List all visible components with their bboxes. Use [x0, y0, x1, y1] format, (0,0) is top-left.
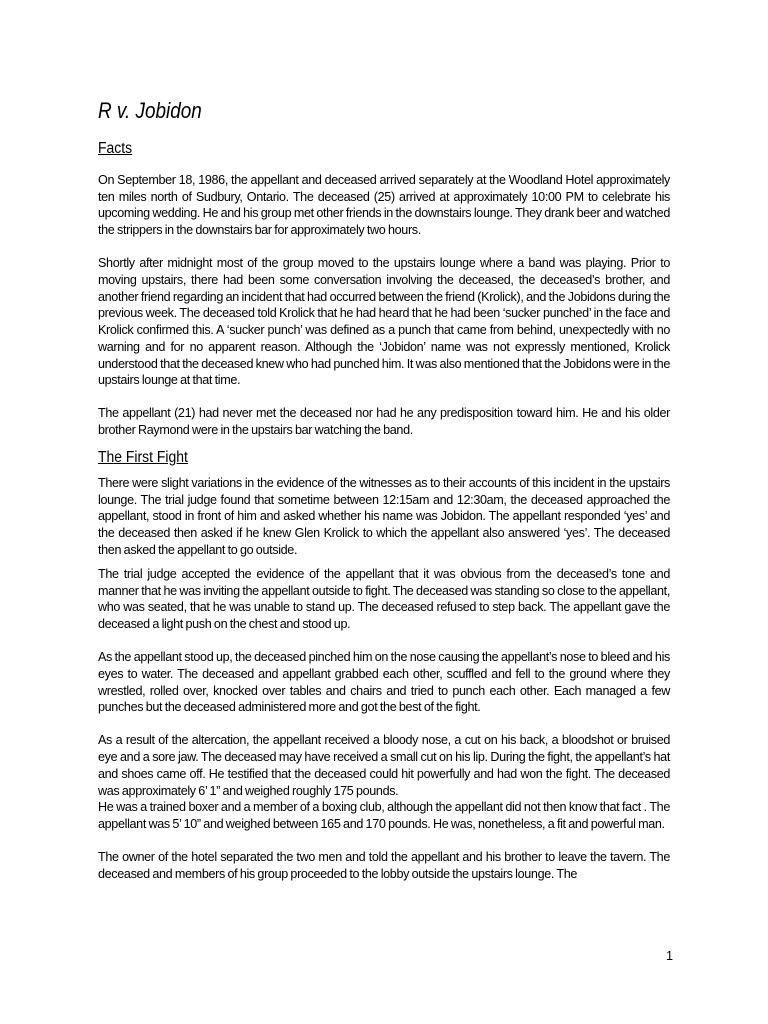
page-number: 1: [666, 949, 674, 963]
first-fight-paragraph-6: The owner of the hotel separated the two men and told the appellant and his brother to leave the tavern. The deceased and members of his group proceeded to the lobby outside the upstairs lounge. The: [98, 850, 670, 881]
first-fight-paragraph-2: The trial judge accepted the evidence of the appellant that it was obvious from the deceased’s tone and manner that he was inviting the appellant outside to fight. The deceased was standing so close to the appellant, who was seated, that he was unable to stand up. The deceased refused to step back. The appellant gave the deceased a light push on the chest and stood up.: [98, 566, 670, 631]
document-title: R v. Jobidon: [98, 98, 202, 123]
facts-paragraph-2: Shortly after midnight most of the group moved to the upstairs lounge where a band was playing. Prior to moving upstairs, there had been some conversation involving the deceased, the deceased’s brother, and another friend regarding an incident that had occurred between the friend (Krolick), and the Jobidons during the previous week. The deceased told Krolick that he had heard that he had been ‘sucker punched’ in the face and Krolick confirmed this. A ‘sucker punch’ was defined as a punch that came from behind, unexpectedly with no warning and for no apparent reason. Although the ‘Jobidon’ name was not expressly mentioned, Krolick understood that the deceased knew who had punched him. It was also mentioned that the Jobidons were in the upstairs lounge at that time.: [98, 256, 670, 388]
first-fight-paragraph-4: As a result of the altercation, the appellant received a bloody nose, a cut on his back, a bloodshot or bruised eye and a sore jaw. The deceased may have received a small cut on his lip. During the fight, the appellant’s hat and shoes came off. He testified that the deceased could hit powerfully and had won the fight. The deceased was approximately 6’ 1” and weighed roughly 175 pounds.: [98, 733, 670, 798]
document-body: [98, 98, 670, 883]
facts-paragraph-1: On September 18, 1986, the appellant and deceased arrived separately at the Woodland Hotel approximately ten miles north of Sudbury, Ontario. The deceased (25) arrived at approximately 10:00 PM to celebrate his upcoming wedding. He and his group met other friends in the downstairs lounge. They drank beer and watched the strippers in the downstairs bar for approximately two hours.: [98, 173, 670, 238]
first-fight-paragraph-3: As the appellant stood up, the deceased pinched him on the nose causing the appellant’s nose to bleed and his eyes to water. The deceased and appellant grabbed each other, scuffled and fell to the ground where they wrestled, rolled over, knocked over tables and chairs and tried to punch each other. Each managed a few punches but the deceased administered more and got the best of the fight.: [98, 650, 670, 715]
first-fight-heading: The First Fight: [98, 448, 188, 466]
first-fight-paragraph-1: There were slight variations in the evidence of the witnesses as to their accounts of this incident in the upstairs lounge. The trial judge found that sometime between 12:15am and 12:30am, the deceased approached the appellant, stood in front of him and asked whether his name was Jobidon. The appellant responded ‘yes’ and the deceased then asked if he knew Glen Krolick to which the appellant also answered ‘yes’. The deceased then asked the appellant to go outside.: [98, 475, 670, 557]
first-fight-paragraph-5: He was a trained boxer and a member of a boxing club, although the appellant did not then know that fact . The appellant was 5’ 10” and weighed between 165 and 170 pounds. He was, nonetheless, a fit and powerful man.: [98, 800, 670, 831]
facts-paragraph-3: The appellant (21) had never met the deceased nor had he any predisposition toward him. He and his older brother Raymond were in the upstairs bar watching the band.: [98, 406, 670, 438]
facts-heading: Facts: [98, 140, 133, 157]
